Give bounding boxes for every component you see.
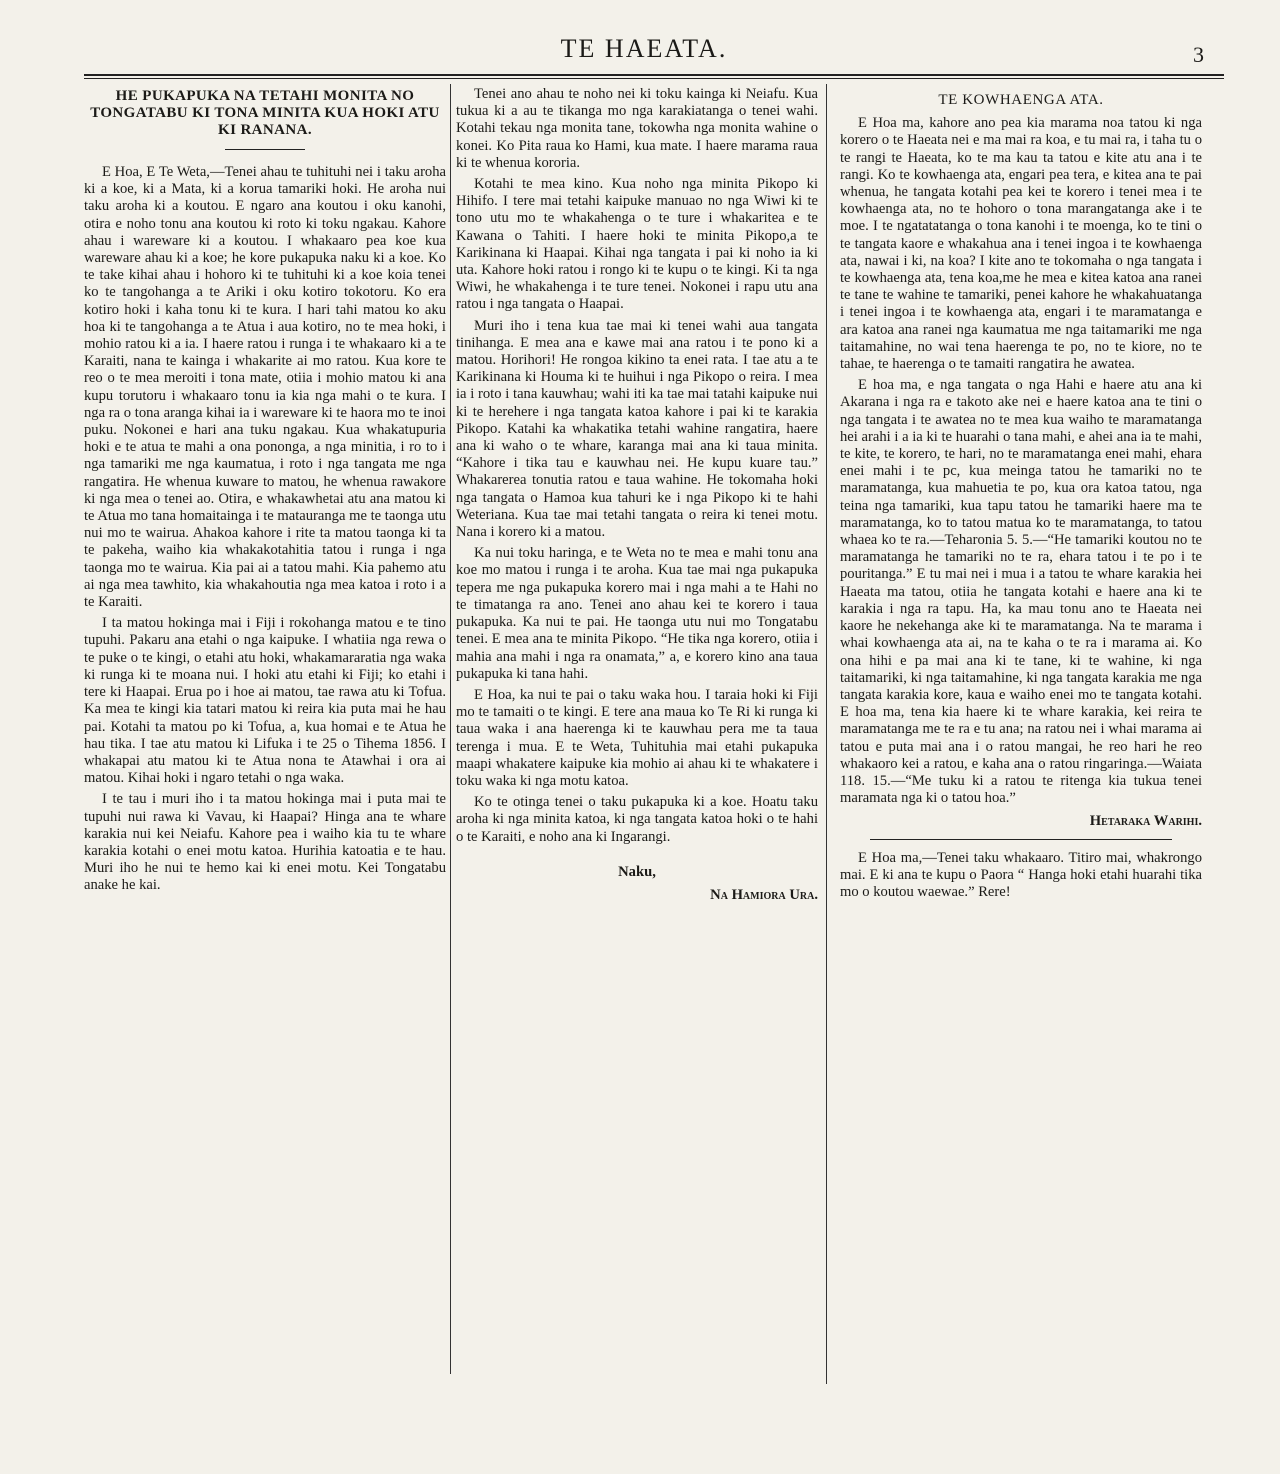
article1-paragraph: Muri iho i tena kua tae mai ki tenei wahi aua tangata tinihanga. E mea ana e kawe mai ana ratou i te pono ki a matou. Horihori! He rongoa kikino ta enei rata. I tae atu a te Karikinana ki Houma ki te huihui i nga Pikopo o reira. I mea ia i roto i tana kauwhau; wahi iti ka tae mai tatahi kaipuke nui ki te herehere i nga tangata katoa kahore i pai ki te karakia Pikopo. Katahi ka whakatika tetahi wahine rangatira, haere ana ki waho o te whare, karanga mai ana ki taua minita. “Kahore i tika tau e kauwhau nei. He kupu kuare tau.” Whakarerea tonutia ratou e taua wahine. He tokomaha hoki nga tangata o Hamoa kua tahuri ke i nga Pikopo ki te hahi Weteriana. Kua tae mai tetahi tangata o reira ki tenei motu. Nana i korero ki a matou. (456, 317, 818, 541)
article1-paragraph: Ka nui toku haringa, e te Weta no te mea e mahi tonu ana koe mo matou i runga i te aroha. Kua tae mai nga pukapuka tepera me nga pukapuka korero mai i nga mahi a te Hahi no te timatanga ra ano. Tenei ano ahau kei te korero i taua pukapuka. Ka nui te pai. He taonga utu nui mo Tongatabu tenei. E mea ana te minita Pikopo. “He tika nga korero, otiia i mahia ana mahi i nga ra onamata,” a, e korero kino ana taua pukapuka ki tana hahi. (456, 545, 818, 682)
article1-paragraph: Ko te otinga tenei o taku pukapuka ki a koe. Hoatu taku aroha ki nga minita katoa, ki nga tangata katoa hoki o te hahi o te Karaiti, e noho ana ki Ingarangi. (456, 794, 818, 845)
column-3 (840, 86, 1202, 905)
column-1 (84, 86, 446, 899)
article1-paragraph: E Hoa, ka nui te pai o taku waka hou. I taraia hoki ki Fiji mo te tamaiti o te kingi. E tere ana maua ko Te Ri ki runga ki taua waka i ana haerenga ki te kauwhau pera me ta taua terenga i mua. E te Weta, Tuhituhia mai etahi pukapuka maapi whakatere kaipuke kia mohio ai ahau ki te whakatere i toku waka ki nga motu katoa. (456, 686, 818, 789)
article2-paragraph: E hoa ma, e nga tangata o nga Hahi e haere atu ana ki Akarana i nga ra e takoto ake nei e haere katoa ana te tini o nga tangata i te awatea no te mea kua waiho te maramatanga hei arahi i a ia ki te huarahi o tana mahi, e ahei ana ia te mahi, te kite, te korero, te hari, no te maramatanga enei mahi, ehara enei mahi i te pc, kua meinga tatou he tamariki no te maramatanga, kua mahuetia te po, kua ora katoa tatou, nga teina nga tamariki, kua tapu tatou he tamariki haere ma te maramatanga, ko to tatou matua ko te maramatanga, to tatou whaea ko te ra.—Teharonia 5. 5.—“He tamariki koutou no te maramatanga he tamariki no te ra, ehara tatou i te po i te pouritanga.” E tu mai nei i mua i a tatou te whare karakia hei Haeata ma tatou, otiia he tangata kotahi e haere ana ki te karakia i nga ra tapu. Ha, ka mau tonu ano te Haeata nei kaore he nekehanga ake ki te maramatanga. Na te marama i whai kowhaenga ata ai, na te kaha o te ra i marama ai. Ko ona hihi e pa mai ana ki te tane, ki te wahine, ki nga taitamariki, ki nga taitamahine, ki nga tangata karakia me nga tangata karakia kore, kaua e waiho enei mo te tangata kotahi. E hoa ma, tena kia haere ki te whare karakia, kei reira te maramatanga me te ra e tu ana; na ratou nei i whai marama ai tatou e puta mai ana i o ratou mangai, he reo hari he reo whakaoro kei a ratou, e kaha ana o ratou ringaringa.—Waiata 118. 15.—“Me tuku ki a ratou te ritenga kia tukua tenei maramata nga ki o tatou hoa.” (840, 377, 1202, 807)
newspaper-title: TE HAEATA. (560, 34, 728, 63)
article2-paragraph: E Hoa ma, kahore ano pea kia marama noa tatou ki nga korero o te Haeata nei e ma mai ra koa, e tu mai ra, i taha tu o te rangi te Haeata, ko te ma kau ta tatou e kite atu ana i te rangi. Ko te kowhaenga ata, engari pea tera, e kitea ana te pai whenua, he tangata kotahi pea kei te korero i tenei mea i te kowhaenga ata, no te hohoro o tona marangatanga ake i te moe. I te ngatatatanga o tona kanohi i te moenga, ko te tini o te tangata kaore e whakahua ana i tenei ingoa i te kowhaenga ata, nawai i ki, na koa? I kite ano te tokomaha o nga tangata i te kowhaenga ata, tena koa,me he mea e kitea katoa ana ranei te tane te wahine te tamariki, penei kahore he whakahuatanga i tenei ingoa i te kowhaenga ata, engari i te maramatanga e ara katoa ana ranei nga kaumatua me nga taitamariki me nga taitamahine, no wai tena haerenga te po, no te kiore, no te tahae, te haerenga o te tamaiti rangatira he awatea. (840, 115, 1202, 373)
article1-paragraph: I ta matou hokinga mai i Fiji i rokohanga matou e te tino tupuhi. Pakaru ana etahi o nga kaipuke. I whatiia nga rewa o te puke o te kingi, o etahi atu hoki, whakamararatia nga waka ki runga ki te moana nui. I hoki atu etahi ki Fiji; ko etahi i tere ki Haapai. Erua po i hoe ai matou, tae rawa atu ki Tofua. Ka mea te kingi kia tatari matou ki reira kia puta mai he hau pai. Kotahi ta matou po ki Tofua, a, kua homai e te Atua he hau tika. I tae atu matou ki Lifuka i te 25 o Tihema 1856. I whakapai atu matou ki te Atua nona te Atawhai i ora ai matou. Kihai hoki i ngaro tetahi o nga waka. (84, 615, 446, 787)
article2-signature: Hetaraka Warihi. (1089, 813, 1202, 830)
heading-rule (225, 149, 305, 150)
article3-paragraph: E Hoa ma,—Tenei taku whakaaro. Titiro mai, whakrongo mai. E ki ana te kupu o Paora “ Hanga hoki etahi huarahi tika mo o koutou waewae.” Rere! (840, 849, 1202, 900)
signature-salutation: Naku, (618, 863, 656, 880)
article1-heading: HE PUKAPUKA NA TETAHI MONITA NO TONGATABU KI TONA MINITA KUA HOKI ATU KI RANANA. (90, 88, 440, 138)
article-divider (870, 839, 1172, 840)
page-number: 3 (1193, 42, 1204, 67)
signature-author: Na Hamiora Ura. (710, 886, 818, 903)
article2-heading: TE KOWHAENGA ATA. (938, 92, 1104, 108)
article1-paragraph: I te tau i muri iho i ta matou hokinga mai i puta mai te tupuhi nui rawa ki Vavau, ki Haapai? Hinga ana te whare karakia nui kei Neiafu. Kahore pea i waiho kia tu te whare karakia kotahi o enei motu katoa. Hurihia katoatia e te hau. Muri iho he nui te hemo kai ki enei motu. Kei Tongatabu anake he kai. (84, 791, 446, 894)
column-divider-1 (450, 84, 451, 1374)
masthead-rule (84, 74, 1224, 79)
article1-paragraph: E Hoa, E Te Weta,—Tenei ahau te tuhituhi nei i taku aroha ki a koe, ki a Mata, ki a korua tamariki hoki. He aroha nui taku aroha ki a koutou. E ngaro ana koutou i oku kanohi, otira e noho tonu ana koutou ki roto ki toku ngakau. Kahore ahau i wareware ki a koutou. I whakaaro pea koe kua wareware ahau ki a koe; he kore pukapuka naku ki a koe. Ko te take kihai ahau i hohoro ki te tuhituhi ki a koe koia tenei ko te tangohanga a te Ariki i oku kotiro tokotoru. Ko era kotiro hoki i kaha tonu ki te kura. I hari tahi matou ko aku hoa ki te tangohanga a te Atua i aua kotiro, no te mea hoki, i mohio ratou ki a ia. I haere ratou i runga i te whakaaro ki a te Karaiti, nana te kainga i whakarite ai mo ratou. Kua kore te reo o te mea meroiti i tona mate, otiia i mohio matou ki ana kupu torutoru i whakaaro tonu ia kia nga mahi o te kura. I nga ra o tona aranga kihai ia i wareware ki te haora mo te inoi puku. Nokonei e hari ana tuku ngakau. Kua whakatupuria hoki e te atua te mahi a ona pononga, a nga minitia, i ro to i nga tamariki me nga kaumatua, i roto i nga tangata me nga rangatira. He whenua kuware to matou, he whenua rawakore ki nga mea o tenei ao. Otira, e whakawhetai atu ana matou ki te Atua mo tana homaitainga i te matauranga me te taonga utu nui mo te wairua. Ahakoa kahore i rite ta matou taonga ki ta te pakeha, waiho kia whakakotahitia tatou i runga i nga taonga mo te wairua. Kia pai ai a tatou mahi. Kia pahemo atu ai nga mea tawhito, kia whakahoutia nga mea katoa i roto i a te Karaiti. (84, 164, 446, 611)
column-2 (456, 86, 818, 906)
article1-paragraph: Kotahi te mea kino. Kua noho nga minita Pikopo ki Hihifo. I tere mai tetahi kaipuke manuao no nga Wiwi ki te tono utu mo te whakahenga o te ture i whakaritea e te Kawana o Tahiti. I haere hoki te minita Pikopo,a te Karikinana ki Haapai. Kihai nga tangata i pai ki noho ia ki uta. Kahore hoki ratou i rongo ki te kupu o te kingi. Ki ta nga Wiwi, he whakahenga i te ture tenei. Nokonei i rapu utu ana ratou i nga tangata o Haapai. (456, 176, 818, 313)
column-divider-2 (826, 84, 827, 1384)
article1-paragraph: Tenei ano ahau te noho nei ki toku kainga ki Neiafu. Kua tukua ki a au te tikanga mo nga karakiatanga o tenei wahi. Kotahi tekau nga monita tane, tokowha nga monita wahine o konei. Ko Pita raua ko Hami, kua mate. I haere marama raua ki te whenua kororia. (456, 86, 818, 171)
masthead (84, 30, 1204, 70)
